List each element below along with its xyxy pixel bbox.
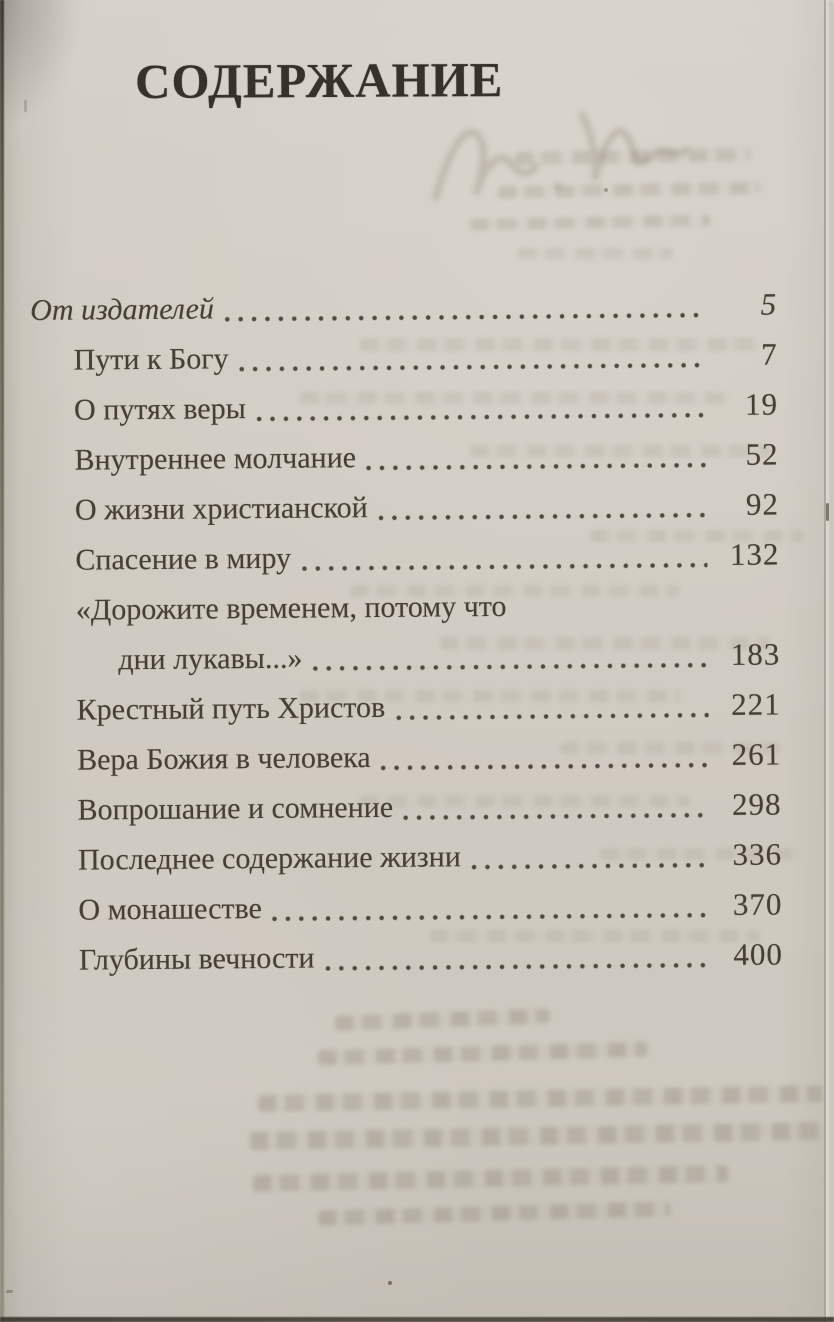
- toc-page-number: 336: [732, 836, 783, 872]
- photo-corner-shadow: [0, 0, 120, 180]
- toc-entry-title: Спасение в миру: [75, 541, 292, 577]
- toc-entry-line: [30, 279, 777, 336]
- toc-entry-title: О монашестве: [78, 892, 263, 927]
- bleed-through-line: [250, 1122, 825, 1150]
- toc-entry-line: [35, 829, 782, 886]
- toc-page-number: 298: [731, 786, 782, 822]
- toc-entry: [33, 579, 781, 686]
- dot-leader: [234, 330, 705, 384]
- toc-page-number: 221: [731, 686, 781, 722]
- toc-entry: [30, 329, 777, 386]
- page-seam-right: [824, 0, 834, 1322]
- dot-leader: [297, 530, 708, 584]
- paper-speck: [388, 1281, 392, 1285]
- bleed-through-line: [253, 1165, 728, 1192]
- toc-entry-title: О жизни христианской: [74, 491, 368, 527]
- toc-entry-title: От издателей: [30, 292, 215, 327]
- dot-leader: [362, 430, 707, 483]
- toc-page-number: 132: [729, 536, 780, 572]
- toc-entry-title: Пути к Богу: [73, 342, 229, 377]
- photo-left-edge: [0, 0, 4, 1322]
- toc-entry-title: Крестный путь Христов: [76, 690, 386, 727]
- paper-speck: [604, 188, 608, 192]
- seam-mark: [826, 503, 829, 521]
- toc-entry: [35, 879, 782, 936]
- toc-entry-line: [33, 629, 780, 686]
- dot-leader: [399, 780, 710, 833]
- toc-entry-title: дни лукавы...»: [118, 641, 303, 677]
- toc-entry: [32, 529, 779, 586]
- dot-leader: [268, 880, 711, 934]
- dot-leader: [391, 680, 709, 733]
- toc-entry: [35, 829, 782, 886]
- toc-entry-line: [31, 429, 778, 486]
- toc-entry-title: Вера Божия в человека: [76, 741, 371, 777]
- dot-leader: [320, 930, 711, 983]
- toc-page-number: 261: [731, 736, 782, 772]
- toc-page-number: 52: [745, 436, 779, 472]
- toc-page-number: 400: [733, 936, 784, 972]
- table-of-contents: [30, 279, 783, 985]
- toc-page-number: 7: [760, 336, 778, 372]
- page-title: СОДЕРЖАНИЕ: [134, 52, 504, 109]
- dot-leader: [376, 730, 709, 783]
- toc-entry-title: «Дорожите временем, потому что: [75, 589, 507, 627]
- bleed-through-line: [470, 215, 710, 230]
- toc-entry: [36, 929, 783, 986]
- paper-speck: [6, 1290, 13, 1293]
- bleed-through-line: [335, 1008, 550, 1030]
- paper-speck: [24, 100, 27, 112]
- toc-entry-line: [33, 679, 780, 736]
- bleed-through-line: [258, 1085, 823, 1112]
- dot-leader: [373, 480, 707, 533]
- dot-leader: [467, 830, 711, 882]
- toc-entry: [34, 779, 781, 836]
- toc-entry: [31, 379, 778, 436]
- toc-page-number: 183: [730, 636, 781, 672]
- toc-entry-line: [35, 879, 782, 936]
- toc-entry: [31, 429, 778, 486]
- toc-entry: [33, 679, 780, 736]
- toc-entry-title: Внутреннее молчание: [74, 441, 357, 477]
- photo-bottom-edge: [0, 1317, 834, 1322]
- toc-entry-title: Вопрошание и сомнение: [77, 790, 394, 827]
- toc-page-number: 19: [744, 386, 779, 422]
- toc-entry-title: О путях веры: [73, 392, 246, 427]
- toc-entry-line: [30, 329, 777, 386]
- toc-entry: [30, 279, 777, 336]
- toc-entry-title: Глубины вечности: [78, 941, 315, 977]
- toc-page-number: 92: [745, 486, 780, 522]
- toc-entry-title: Последнее содержание жизни: [77, 840, 461, 877]
- toc-page-number: 5: [760, 286, 778, 322]
- bleed-through-line: [318, 1042, 648, 1066]
- dot-leader: [220, 280, 706, 334]
- toc-entry-line: [31, 379, 778, 436]
- toc-entry-line: [34, 729, 781, 786]
- bleed-through-line: [318, 1201, 670, 1225]
- dot-leader: [308, 630, 708, 683]
- bleed-through-line: [518, 248, 673, 259]
- toc-entry-line: [32, 479, 779, 536]
- toc-page-number: 370: [732, 886, 783, 922]
- dot-leader: [252, 380, 707, 434]
- toc-entry-line: [34, 779, 781, 836]
- toc-entry-line: [32, 529, 779, 586]
- toc-entry: [34, 729, 781, 786]
- toc-entry: [32, 479, 779, 536]
- toc-entry-line: [33, 579, 780, 636]
- toc-entry-line: [36, 929, 783, 986]
